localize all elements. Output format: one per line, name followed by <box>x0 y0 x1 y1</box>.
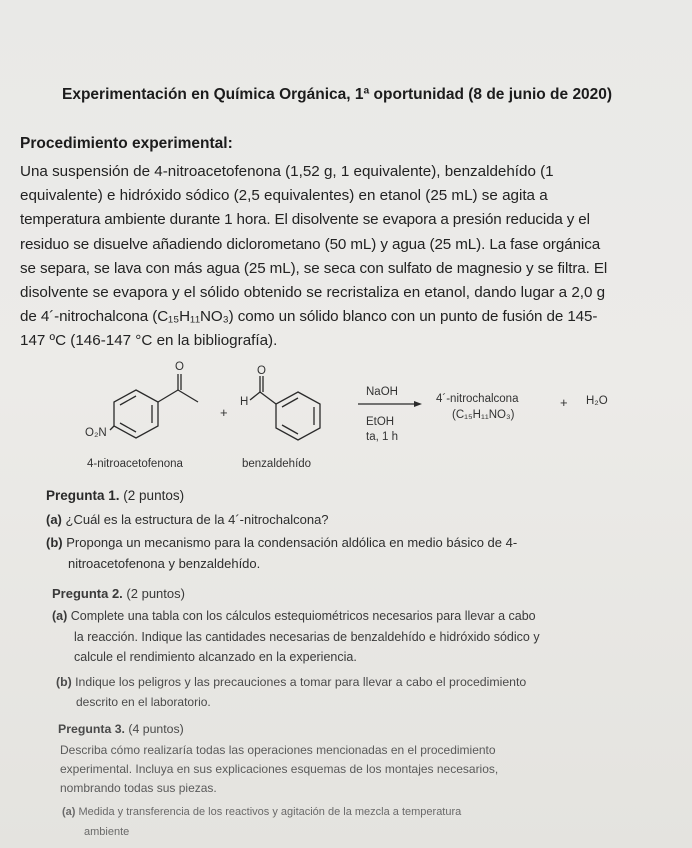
question-1b-cont: nitroacetofenona y benzaldehído. <box>68 556 261 571</box>
question-3-intro: experimental. Incluya en sus explicaciones esquemas de los montajes necesarios, <box>60 762 499 776</box>
procedure-heading: Procedimiento experimental: <box>20 135 233 152</box>
reactant1-name: 4-nitroacetofenona <box>87 458 183 470</box>
item-text: Proponga un mecanismo para la condensación aldólica en medio básico de 4- <box>66 535 518 550</box>
item-text: Indique los peligros y las precauciones a tomar para llevar a cabo el procedimiento <box>75 675 527 689</box>
item-marker: (a) <box>46 512 62 527</box>
question-2-title: Pregunta 2. <box>52 586 123 601</box>
question-1a <box>46 512 329 527</box>
procedure-line: residuo se disuelve añadiendo diclorometano (50 mL) y agua (25 mL). La fase orgánica <box>20 235 601 253</box>
procedure-line: disolvente se evapora y el sólido obtenido se recristaliza en etanol, dando lugar a 2,0 g <box>20 284 606 302</box>
byproduct-label: H₂O <box>586 395 608 407</box>
product-name: 4´-nitrochalcona <box>436 393 519 405</box>
reactant2-name: benzaldehído <box>242 458 312 470</box>
procedure-line: temperatura ambiente durante 1 hora. El disolvente se evapora a presión reducida y el <box>20 211 590 229</box>
question-2a <box>52 609 536 623</box>
reaction-scheme <box>80 362 640 482</box>
item-marker: (a) <box>62 806 76 818</box>
plus-sign: + <box>560 395 568 410</box>
question-1-heading <box>46 488 184 503</box>
reagent-label: NaOH <box>366 386 398 398</box>
question-1b <box>46 535 517 550</box>
page-title: Experimentación en Química Orgánica, 1ª oportunidad (8 de junio de 2020) <box>62 86 613 103</box>
question-2a-cont: la reacción. Indique las cantidades necesarias de benzaldehído e hidróxido sódico y <box>74 630 540 644</box>
procedure-line: 147 ºC (146-147 °C en la bibliografía). <box>20 332 278 350</box>
procedure-line: se separa, se lava con más agua (25 mL), se seca con sulfato de magnesio y se filtra. El <box>20 259 608 277</box>
question-3-intro: Describa cómo realizaría todas las operaciones mencionadas en el procedimiento <box>60 743 496 757</box>
solvent-label: EtOH <box>366 416 395 428</box>
oxygen-label: O <box>175 361 184 373</box>
oxygen-label: O <box>257 365 266 377</box>
question-2b-cont: descrito en el laboratorio. <box>76 695 211 709</box>
nitro-group-label: O₂N <box>85 427 107 439</box>
item-marker: (b) <box>46 535 63 550</box>
question-3-intro: nombrando todas sus piezas. <box>60 781 217 795</box>
question-2-points: (2 puntos) <box>126 586 185 601</box>
item-text: ¿Cuál es la estructura de la 4´-nitrochalcona? <box>65 512 329 527</box>
procedure-text <box>20 160 675 354</box>
question-3a <box>62 806 461 818</box>
plus-sign: + <box>220 405 228 420</box>
question-2a-cont: calcule el rendimiento alcanzado en la experiencia. <box>74 650 357 664</box>
question-3-heading <box>58 722 184 736</box>
question-3-points: (4 puntos) <box>128 722 184 736</box>
question-1-title: Pregunta 1. <box>46 488 120 503</box>
procedure-line: equivalente) e hidróxido sódico (2,5 equivalentes) en etanol (25 mL) se agita a <box>20 187 548 205</box>
procedure-line: de 4´-nitrochalcona (C₁₅H₁₁NO₃) como un sólido blanco con un punto de fusión de 145- <box>20 308 598 326</box>
procedure-line: Una suspensión de 4-nitroacetofenona (1,52 g, 1 equivalente), benzaldehído (1 <box>20 163 554 180</box>
reaction-arrow-head <box>414 401 422 407</box>
question-3a-cont: ambiente <box>84 826 130 838</box>
item-marker: (a) <box>52 609 68 623</box>
item-marker: (b) <box>56 675 72 689</box>
question-2-heading <box>52 586 185 601</box>
conditions-label: ta, 1 h <box>366 431 398 443</box>
product-formula: (C₁₅H₁₁NO₃) <box>452 409 515 421</box>
item-text: Medida y transferencia de los reactivos y agitación de la mezcla a temperatura <box>78 806 462 818</box>
aldehyde-hydrogen-label: H <box>240 396 249 408</box>
question-1-points: (2 puntos) <box>123 488 185 503</box>
question-3-title: Pregunta 3. <box>58 722 125 736</box>
question-2b <box>56 675 526 689</box>
item-text: Complete una tabla con los cálculos estequiométricos necesarios para llevar a cabo <box>70 609 536 623</box>
